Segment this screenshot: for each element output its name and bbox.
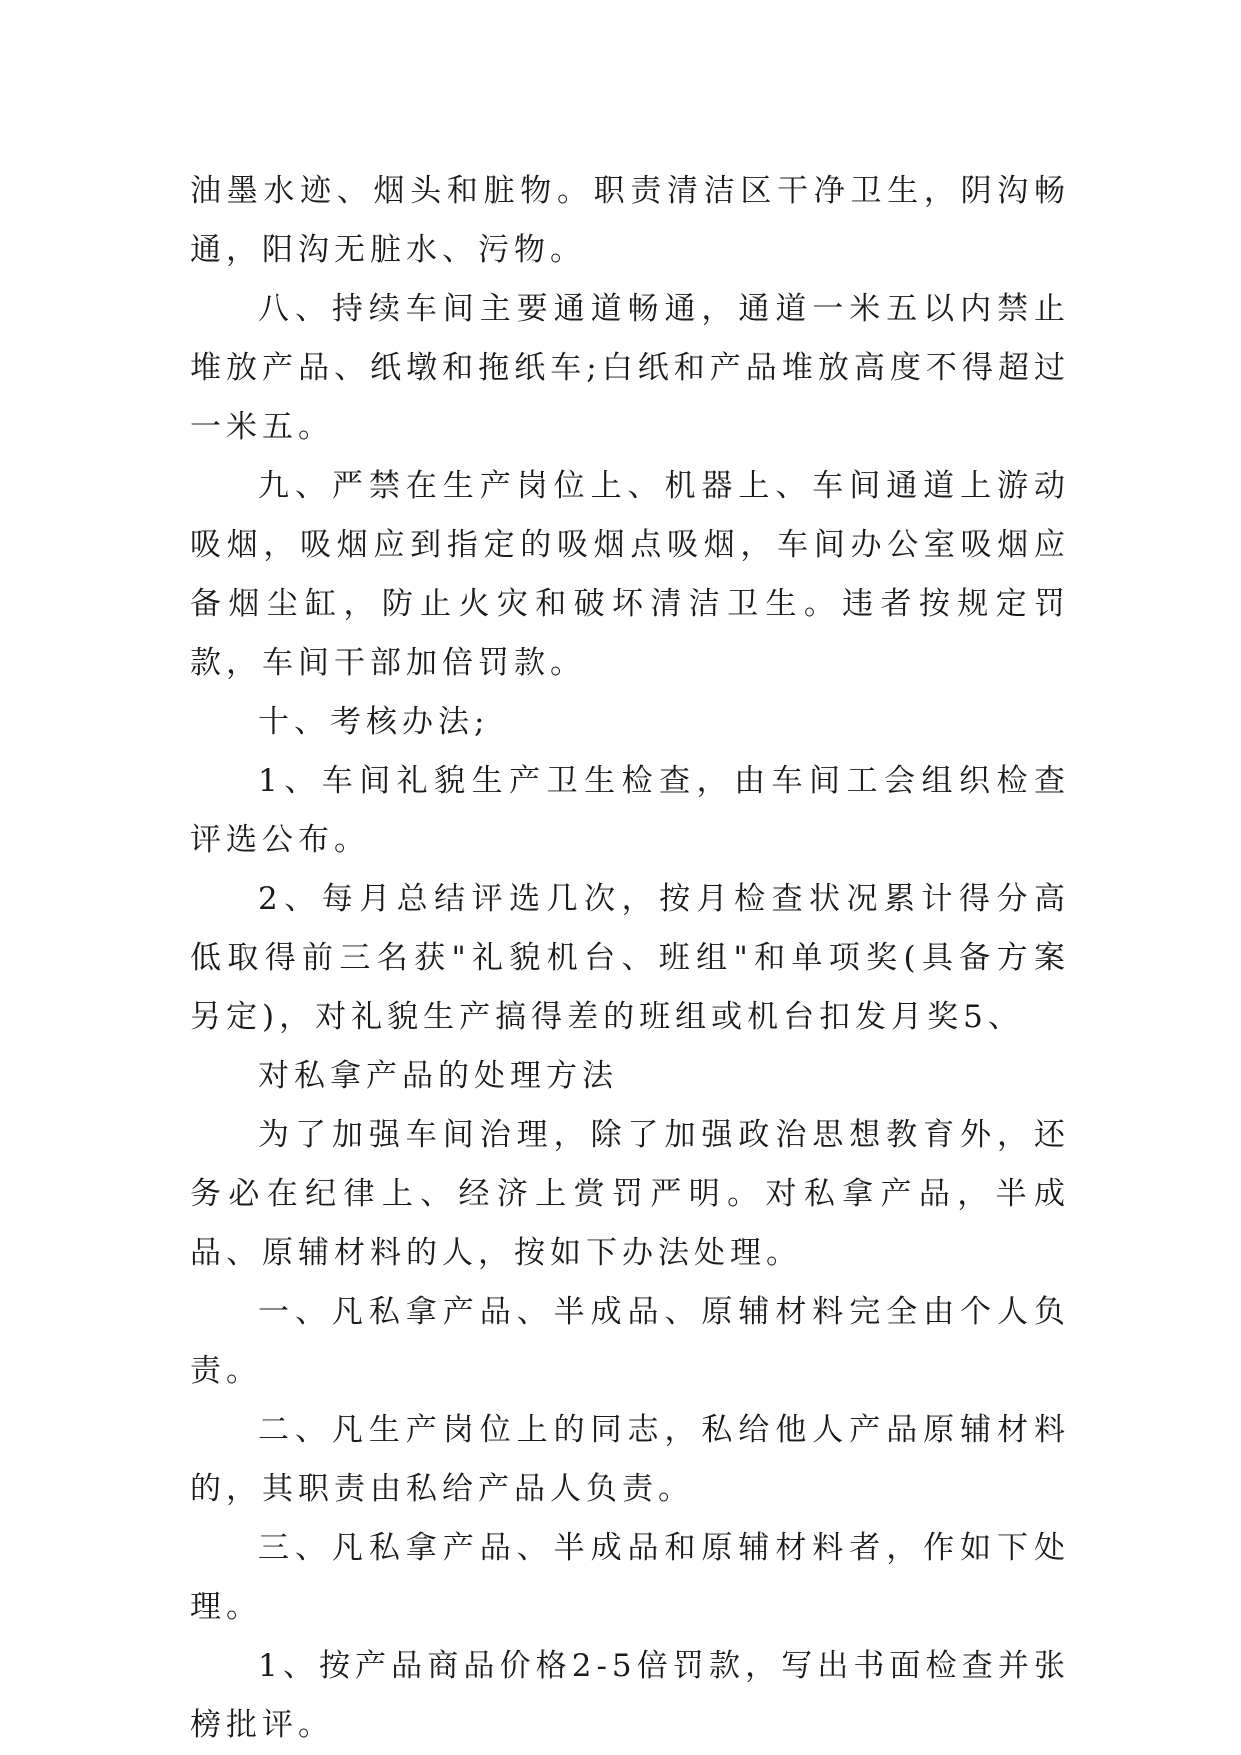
paragraph-5: 1、车间礼貌生产卫生检查，由车间工会组织检查评选公布。	[190, 763, 1070, 858]
document-body	[190, 162, 1070, 1755]
paragraph-6: 2、每月总结评选几次，按月检查状况累计得分高低取得前三名获"礼貌机台、班组"和单项奖(具备方案另定)，对礼貌生产搞得差的班组或机台扣发月奖5、	[190, 881, 1070, 1035]
paragraph-11: 三、凡私拿产品、半成品和原辅材料者，作如下处理。	[190, 1530, 1070, 1625]
paragraph-9: 一、凡私拿产品、半成品、原辅材料完全由个人负责。	[190, 1294, 1070, 1389]
paragraph-1: 油墨水迹、烟头和脏物。职责清洁区干净卫生，阴沟畅通，阳沟无脏水、污物。	[190, 173, 1070, 268]
paragraph-12: 1、按产品商品价格2-5倍罚款，写出书面检查并张榜批评。	[190, 1648, 1070, 1743]
paragraph-7: 对私拿产品的处理方法	[258, 1058, 618, 1094]
paragraph-4: 十、考核办法;	[258, 704, 490, 740]
paragraph-10: 二、凡生产岗位上的同志，私给他人产品原辅材料的，其职责由私给产品人负责。	[190, 1412, 1070, 1507]
paragraph-8: 为了加强车间治理，除了加强政治思想教育外，还务必在纪律上、经济上赏罚严明。对私拿产品，半成品、原辅材料的人，按如下办法处理。	[190, 1117, 1070, 1271]
paragraph-3: 九、严禁在生产岗位上、机器上、车间通道上游动吸烟，吸烟应到指定的吸烟点吸烟，车间办公室吸烟应备烟尘缸，防止火灾和破坏清洁卫生。违者按规定罚款，车间干部加倍罚款。	[190, 468, 1070, 681]
paragraph-2: 八、持续车间主要通道畅通，通道一米五以内禁止堆放产品、纸墩和拖纸车;白纸和产品堆放高度不得超过一米五。	[190, 291, 1070, 445]
